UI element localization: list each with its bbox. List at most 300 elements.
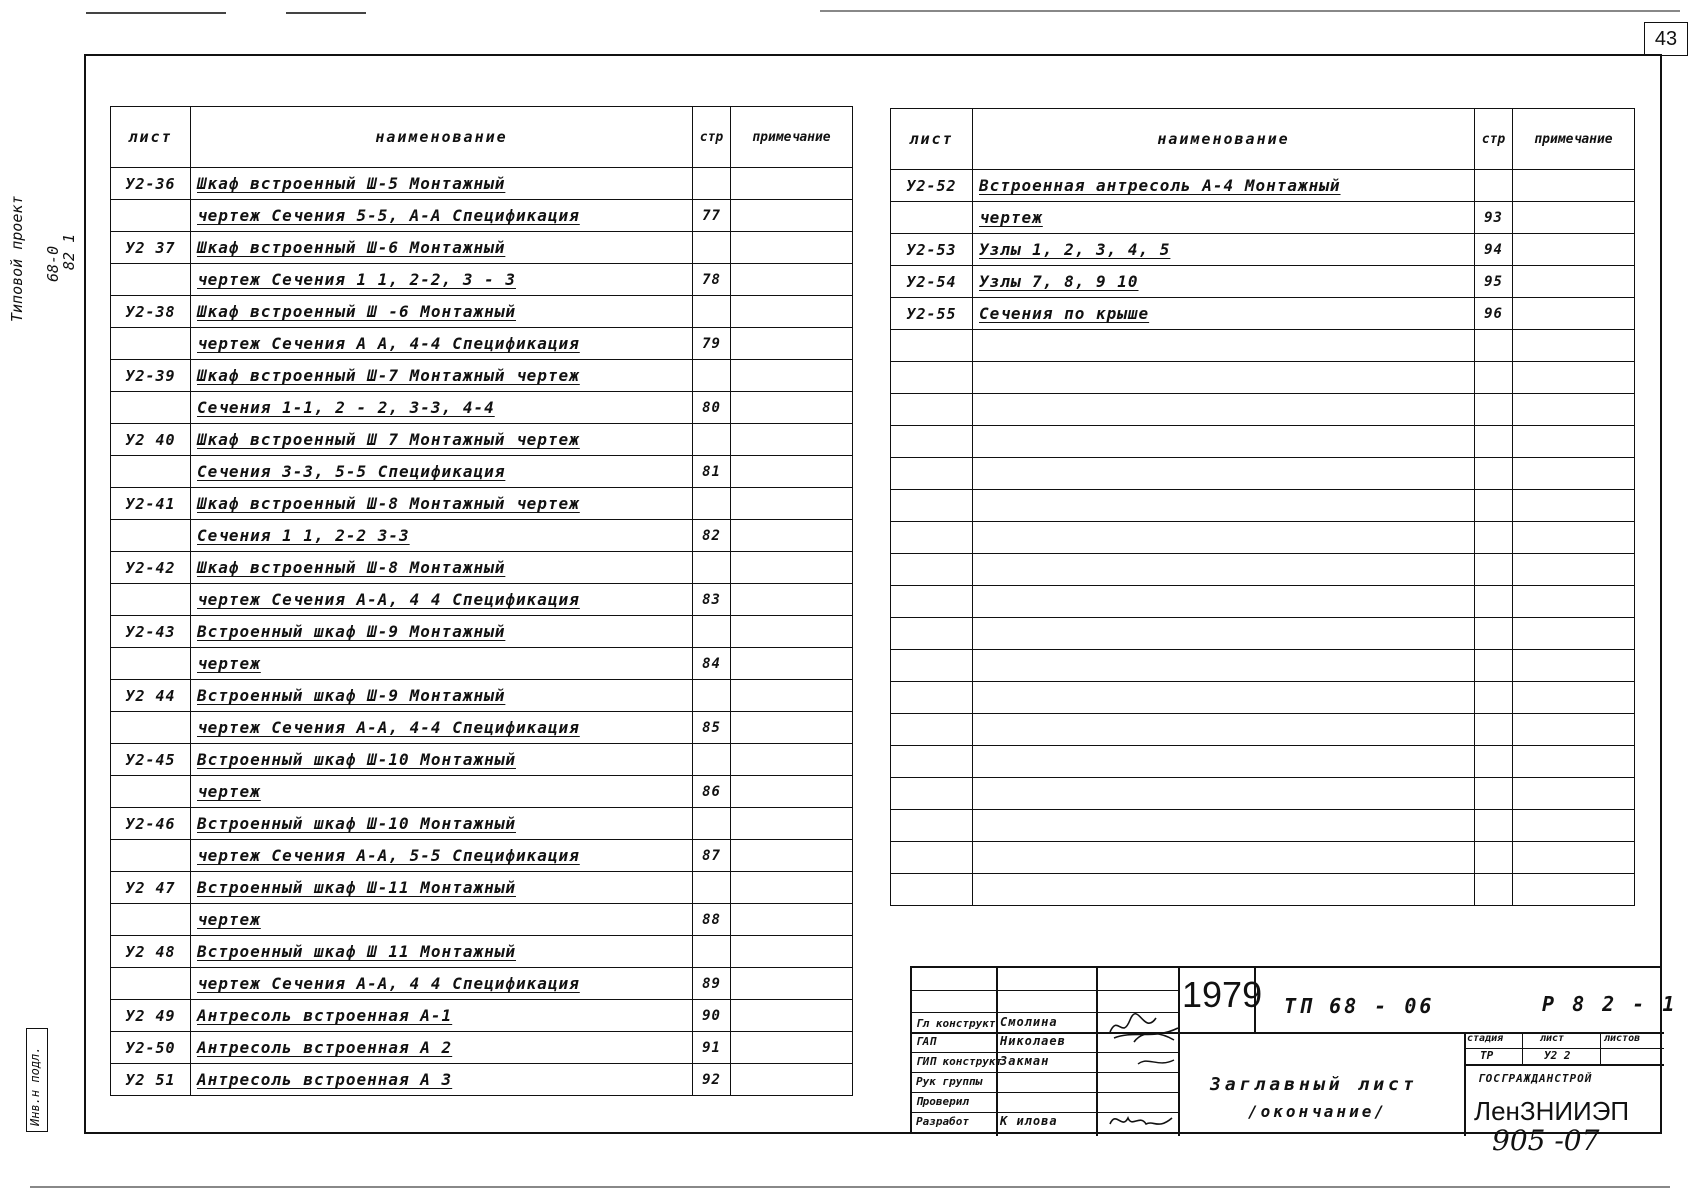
name-cell xyxy=(973,714,1475,746)
sheet-cell xyxy=(891,554,973,586)
note-cell xyxy=(731,456,853,488)
sheet-cell xyxy=(111,328,191,360)
page-cell: 89 xyxy=(693,968,731,1000)
table-header-row xyxy=(111,107,853,168)
name-cell: Антресоль встроенная А-1 xyxy=(191,1000,693,1032)
note-cell xyxy=(1513,618,1635,650)
note-cell xyxy=(1513,522,1635,554)
sheet-cell: У2-54 xyxy=(891,266,973,298)
name-cell xyxy=(973,522,1475,554)
staff-role-0: Гл конструкт xyxy=(916,1017,996,1030)
title-line-2: /окончание/ xyxy=(1248,1102,1387,1121)
note-cell xyxy=(731,1032,853,1064)
page-cell xyxy=(693,488,731,520)
sheet-cell: У2 40 xyxy=(111,424,191,456)
table-row xyxy=(111,840,853,872)
page-cell: 91 xyxy=(693,1032,731,1064)
page-cell xyxy=(693,808,731,840)
sheet-cell: У2-36 xyxy=(111,168,191,200)
note-cell xyxy=(1513,746,1635,778)
table-row xyxy=(891,394,1635,426)
page-cell xyxy=(1475,714,1513,746)
archive-number: 905 -07 xyxy=(1492,1124,1600,1157)
page-cell xyxy=(1475,746,1513,778)
margin-stamp-label: Инв.н подл. xyxy=(28,1046,42,1126)
left-contents-table xyxy=(110,106,853,1096)
sheet-cell: У2-43 xyxy=(111,616,191,648)
page-cell xyxy=(693,936,731,968)
column-header-sheet: лист xyxy=(111,107,191,168)
note-cell xyxy=(731,968,853,1000)
page-cell xyxy=(1475,458,1513,490)
table-row xyxy=(111,200,853,232)
page-cell xyxy=(1475,330,1513,362)
name-cell: чертеж Сечения 5-5, А-А Спецификация xyxy=(191,200,693,232)
name-cell: чертеж xyxy=(973,202,1475,234)
page-cell xyxy=(1475,586,1513,618)
page-cell xyxy=(693,296,731,328)
note-cell xyxy=(731,392,853,424)
note-cell xyxy=(1513,426,1635,458)
page-cell xyxy=(1475,618,1513,650)
staff-name-2: Закман xyxy=(1000,1054,1050,1068)
table-row xyxy=(891,522,1635,554)
table-row xyxy=(891,426,1635,458)
stage-label: стадия xyxy=(1467,1033,1504,1044)
sheet-cell: У2 49 xyxy=(111,1000,191,1032)
note-cell xyxy=(731,168,853,200)
name-cell xyxy=(973,330,1475,362)
note-cell xyxy=(731,904,853,936)
column-header-name: наименование xyxy=(191,107,693,168)
name-cell xyxy=(973,746,1475,778)
sheet-number: 43 xyxy=(1644,22,1688,56)
note-cell xyxy=(1513,682,1635,714)
page-cell xyxy=(1475,362,1513,394)
page-cell xyxy=(693,872,731,904)
note-cell xyxy=(731,584,853,616)
table-row xyxy=(111,584,853,616)
name-cell xyxy=(973,874,1475,906)
sheet-cell xyxy=(891,426,973,458)
name-cell: чертеж Сечения А-А, 4 4 Спецификация xyxy=(191,584,693,616)
note-cell xyxy=(731,200,853,232)
name-cell: Узлы 7, 8, 9 10 xyxy=(973,266,1475,298)
page-cell xyxy=(1475,490,1513,522)
page-cell: 94 xyxy=(1475,234,1513,266)
note-cell xyxy=(1513,490,1635,522)
sheet-cell xyxy=(111,776,191,808)
sheet-cell: У2 48 xyxy=(111,936,191,968)
note-cell xyxy=(731,616,853,648)
table-row xyxy=(111,936,853,968)
page-cell xyxy=(1475,650,1513,682)
page-cell: 81 xyxy=(693,456,731,488)
table-row xyxy=(891,874,1635,906)
staff-name-0: Смолина xyxy=(1000,1015,1058,1029)
page-cell xyxy=(1475,522,1513,554)
page-cell xyxy=(1475,394,1513,426)
note-cell xyxy=(1513,298,1635,330)
column-header-page: стр xyxy=(1475,109,1513,170)
table-row xyxy=(891,810,1635,842)
table-row xyxy=(111,360,853,392)
name-cell: Сечения 1-1, 2 - 2, 3-3, 4-4 xyxy=(191,392,693,424)
name-cell xyxy=(973,554,1475,586)
sheet-cell xyxy=(891,810,973,842)
sheet-cell xyxy=(891,490,973,522)
sheet-cell xyxy=(891,394,973,426)
note-cell xyxy=(1513,394,1635,426)
table-row xyxy=(891,362,1635,394)
column-header-note: примечание xyxy=(1513,109,1635,170)
page-cell: 84 xyxy=(693,648,731,680)
note-cell xyxy=(1513,458,1635,490)
note-cell xyxy=(731,296,853,328)
sheet-cell: У2 47 xyxy=(111,872,191,904)
table-row xyxy=(111,456,853,488)
name-cell: Встроенный шкаф Ш-9 Монтажный xyxy=(191,616,693,648)
page-cell: 93 xyxy=(1475,202,1513,234)
table-row xyxy=(891,746,1635,778)
page-cell xyxy=(693,680,731,712)
page-cell: 85 xyxy=(693,712,731,744)
sheet-cell: У2-39 xyxy=(111,360,191,392)
table-row xyxy=(891,458,1635,490)
margin-project-type: Типовой проект xyxy=(8,195,26,322)
column-header-name: наименование xyxy=(973,109,1475,170)
table-row xyxy=(891,170,1635,202)
name-cell: Сечения 3-3, 5-5 Спецификация xyxy=(191,456,693,488)
name-cell: Встроенная антресоль А-4 Монтажный xyxy=(973,170,1475,202)
page-cell: 78 xyxy=(693,264,731,296)
table-row xyxy=(891,234,1635,266)
name-cell: Встроенный шкаф Ш-9 Монтажный xyxy=(191,680,693,712)
name-cell: чертеж xyxy=(191,648,693,680)
margin-project-sub: 82 1 xyxy=(60,233,78,270)
name-cell: чертеж Сечения А А, 4-4 Спецификация xyxy=(191,328,693,360)
sheet-cell: У2-41 xyxy=(111,488,191,520)
name-cell: Шкаф встроенный Ш-6 Монтажный xyxy=(191,232,693,264)
table-row xyxy=(111,712,853,744)
table-row xyxy=(111,328,853,360)
note-cell xyxy=(731,808,853,840)
table-row xyxy=(891,298,1635,330)
sheet-cell: У2-45 xyxy=(111,744,191,776)
note-cell xyxy=(731,520,853,552)
column-header-sheet: лист xyxy=(891,109,973,170)
table-row xyxy=(891,554,1635,586)
staff-role-5: Разработ xyxy=(916,1115,969,1128)
sheet-cell xyxy=(111,520,191,552)
sheet-cell xyxy=(891,650,973,682)
project-year: 1979 xyxy=(1182,974,1263,1015)
page-cell: 90 xyxy=(693,1000,731,1032)
name-cell: чертеж xyxy=(191,776,693,808)
table-header-row xyxy=(891,109,1635,170)
name-cell xyxy=(973,426,1475,458)
page-cell xyxy=(1475,170,1513,202)
staff-role-2: ГИП конструкт xyxy=(916,1055,1003,1068)
note-cell xyxy=(1513,202,1635,234)
name-cell: чертеж xyxy=(191,904,693,936)
table-row xyxy=(891,618,1635,650)
name-cell: Встроенный шкаф Ш 11 Монтажный xyxy=(191,936,693,968)
name-cell: Шкаф встроенный Ш-7 Монтажный чертеж xyxy=(191,360,693,392)
page-cell xyxy=(1475,874,1513,906)
note-cell xyxy=(1513,778,1635,810)
table-row xyxy=(111,872,853,904)
name-cell: Шкаф встроенный Ш-8 Монтажный xyxy=(191,552,693,584)
name-cell xyxy=(973,394,1475,426)
note-cell xyxy=(731,680,853,712)
page-cell xyxy=(1475,842,1513,874)
note-cell xyxy=(731,840,853,872)
margin-project-code: 68-0 xyxy=(44,245,62,282)
table-row xyxy=(111,264,853,296)
table-row xyxy=(111,520,853,552)
sheet-code: Р 8 2 - 1 xyxy=(1542,992,1678,1016)
table-row xyxy=(891,202,1635,234)
note-cell xyxy=(1513,330,1635,362)
name-cell: Шкаф встроенный Ш -6 Монтажный xyxy=(191,296,693,328)
table-row xyxy=(111,904,853,936)
page-cell xyxy=(1475,778,1513,810)
page-cell xyxy=(693,168,731,200)
note-cell xyxy=(731,1064,853,1096)
table-row xyxy=(111,552,853,584)
name-cell: чертеж Сечения А-А, 4 4 Спецификация xyxy=(191,968,693,1000)
name-cell xyxy=(973,650,1475,682)
note-cell xyxy=(731,936,853,968)
sheet-cell: У2 51 xyxy=(111,1064,191,1096)
name-cell: Антресоль встроенная А 3 xyxy=(191,1064,693,1096)
sheet-label: лист xyxy=(1540,1033,1565,1044)
page-cell: 79 xyxy=(693,328,731,360)
committee-name: ГОСГРАЖДАНСТРОЙ xyxy=(1478,1072,1593,1085)
table-row xyxy=(111,168,853,200)
signature-icon xyxy=(1106,1106,1178,1134)
note-cell xyxy=(731,488,853,520)
sheet-cell: У2-38 xyxy=(111,296,191,328)
table-row xyxy=(891,266,1635,298)
name-cell: чертеж Сечения А-А, 4-4 Спецификация xyxy=(191,712,693,744)
table-row xyxy=(111,648,853,680)
sheet-cell: У2-52 xyxy=(891,170,973,202)
sheet-cell: У2 44 xyxy=(111,680,191,712)
name-cell: чертеж Сечения 1 1, 2-2, 3 - 3 xyxy=(191,264,693,296)
table-row xyxy=(111,232,853,264)
table-row xyxy=(111,488,853,520)
sheet-cell xyxy=(111,456,191,488)
table-row xyxy=(891,650,1635,682)
name-cell: Шкаф встроенный Ш 7 Монтажный чертеж xyxy=(191,424,693,456)
note-cell xyxy=(731,232,853,264)
sheet-cell xyxy=(891,746,973,778)
sheet-cell xyxy=(111,712,191,744)
name-cell xyxy=(973,810,1475,842)
name-cell xyxy=(973,682,1475,714)
table-row xyxy=(111,296,853,328)
sheet-cell: У2-50 xyxy=(111,1032,191,1064)
table-row xyxy=(111,1000,853,1032)
table-row xyxy=(111,968,853,1000)
page-cell: 87 xyxy=(693,840,731,872)
page-cell xyxy=(1475,554,1513,586)
staff-name-5: К илова xyxy=(1000,1114,1058,1128)
sheet-value: У2 2 xyxy=(1544,1049,1571,1062)
sheet-cell xyxy=(891,362,973,394)
column-header-page: стр xyxy=(693,107,731,168)
page-cell: 88 xyxy=(693,904,731,936)
name-cell: Сечения 1 1, 2-2 3-3 xyxy=(191,520,693,552)
note-cell xyxy=(1513,810,1635,842)
table-row xyxy=(111,392,853,424)
staff-role-4: Проверил xyxy=(916,1095,969,1108)
name-cell xyxy=(973,586,1475,618)
stage-value: ТР xyxy=(1480,1049,1494,1062)
note-cell xyxy=(731,648,853,680)
sheet-cell xyxy=(891,842,973,874)
note-cell xyxy=(1513,586,1635,618)
page-cell: 96 xyxy=(1475,298,1513,330)
page-cell xyxy=(693,232,731,264)
sheet-cell: У2-46 xyxy=(111,808,191,840)
note-cell xyxy=(731,776,853,808)
name-cell xyxy=(973,618,1475,650)
note-cell xyxy=(731,328,853,360)
name-cell xyxy=(973,842,1475,874)
staff-name-1: Николаев xyxy=(1000,1034,1066,1048)
name-cell: Антресоль встроенная А 2 xyxy=(191,1032,693,1064)
sheets-label: листов xyxy=(1604,1033,1641,1044)
note-cell xyxy=(731,424,853,456)
sheet-cell xyxy=(111,648,191,680)
page-cell xyxy=(693,744,731,776)
name-cell: Встроенный шкаф Ш-10 Монтажный xyxy=(191,744,693,776)
signature-icon xyxy=(1104,1010,1184,1046)
column-header-note: примечание xyxy=(731,107,853,168)
page-cell: 86 xyxy=(693,776,731,808)
signature-icon xyxy=(1108,1052,1178,1072)
table-row xyxy=(111,1032,853,1064)
sheet-cell xyxy=(891,586,973,618)
name-cell xyxy=(973,458,1475,490)
sheet-cell xyxy=(891,202,973,234)
note-cell xyxy=(731,744,853,776)
table-row xyxy=(891,330,1635,362)
sheet-cell xyxy=(891,682,973,714)
note-cell xyxy=(1513,266,1635,298)
sheet-cell: У2 37 xyxy=(111,232,191,264)
sheet-cell xyxy=(111,904,191,936)
table-row xyxy=(111,616,853,648)
sheet-cell xyxy=(111,584,191,616)
table-row xyxy=(111,680,853,712)
name-cell: Узлы 1, 2, 3, 4, 5 xyxy=(973,234,1475,266)
name-cell: Встроенный шкаф Ш-10 Монтажный xyxy=(191,808,693,840)
sheet-cell xyxy=(111,392,191,424)
note-cell xyxy=(1513,362,1635,394)
page-cell: 83 xyxy=(693,584,731,616)
page-cell xyxy=(693,360,731,392)
sheet-cell xyxy=(111,968,191,1000)
title-block xyxy=(910,966,1678,1134)
sheet-cell: У2-42 xyxy=(111,552,191,584)
sheet-cell xyxy=(891,330,973,362)
table-row xyxy=(111,1064,853,1096)
name-cell: Шкаф встроенный Ш-5 Монтажный xyxy=(191,168,693,200)
note-cell xyxy=(731,872,853,904)
page-cell: 80 xyxy=(693,392,731,424)
name-cell: Шкаф встроенный Ш-8 Монтажный чертеж xyxy=(191,488,693,520)
note-cell xyxy=(731,1000,853,1032)
name-cell: чертеж Сечения А-А, 5-5 Спецификация xyxy=(191,840,693,872)
page-cell: 77 xyxy=(693,200,731,232)
sheet-cell xyxy=(891,618,973,650)
note-cell xyxy=(731,264,853,296)
note-cell xyxy=(731,712,853,744)
sheet-cell xyxy=(111,200,191,232)
page-cell: 82 xyxy=(693,520,731,552)
right-contents-table xyxy=(890,108,1635,906)
table-row xyxy=(111,776,853,808)
table-row xyxy=(891,586,1635,618)
name-cell xyxy=(973,362,1475,394)
project-code: ТП 68 - 06 xyxy=(1284,994,1435,1018)
page-cell: 95 xyxy=(1475,266,1513,298)
note-cell xyxy=(731,552,853,584)
sheet-cell xyxy=(111,840,191,872)
page-cell xyxy=(693,616,731,648)
page-cell: 92 xyxy=(693,1064,731,1096)
page-cell xyxy=(693,424,731,456)
sheet-cell xyxy=(891,458,973,490)
sheet-cell: У2-53 xyxy=(891,234,973,266)
sheet-cell xyxy=(891,874,973,906)
table-row xyxy=(111,808,853,840)
table-row xyxy=(111,424,853,456)
note-cell xyxy=(1513,874,1635,906)
table-row xyxy=(891,714,1635,746)
name-cell: Сечения по крыше xyxy=(973,298,1475,330)
page-cell xyxy=(1475,682,1513,714)
note-cell xyxy=(1513,170,1635,202)
table-row xyxy=(891,778,1635,810)
name-cell xyxy=(973,778,1475,810)
note-cell xyxy=(1513,650,1635,682)
sheet-cell xyxy=(111,264,191,296)
title-line-1: Заглавный лист xyxy=(1210,1074,1418,1095)
note-cell xyxy=(1513,714,1635,746)
sheet-cell xyxy=(891,522,973,554)
table-row xyxy=(111,744,853,776)
note-cell xyxy=(1513,554,1635,586)
sheet-cell: У2-55 xyxy=(891,298,973,330)
note-cell xyxy=(1513,234,1635,266)
name-cell: Встроенный шкаф Ш-11 Монтажный xyxy=(191,872,693,904)
page-cell xyxy=(1475,426,1513,458)
sheet-cell xyxy=(891,778,973,810)
sheet-cell xyxy=(891,714,973,746)
note-cell xyxy=(1513,842,1635,874)
note-cell xyxy=(731,360,853,392)
name-cell xyxy=(973,490,1475,522)
table-row xyxy=(891,682,1635,714)
page-cell xyxy=(693,552,731,584)
table-row xyxy=(891,490,1635,522)
table-row xyxy=(891,842,1635,874)
